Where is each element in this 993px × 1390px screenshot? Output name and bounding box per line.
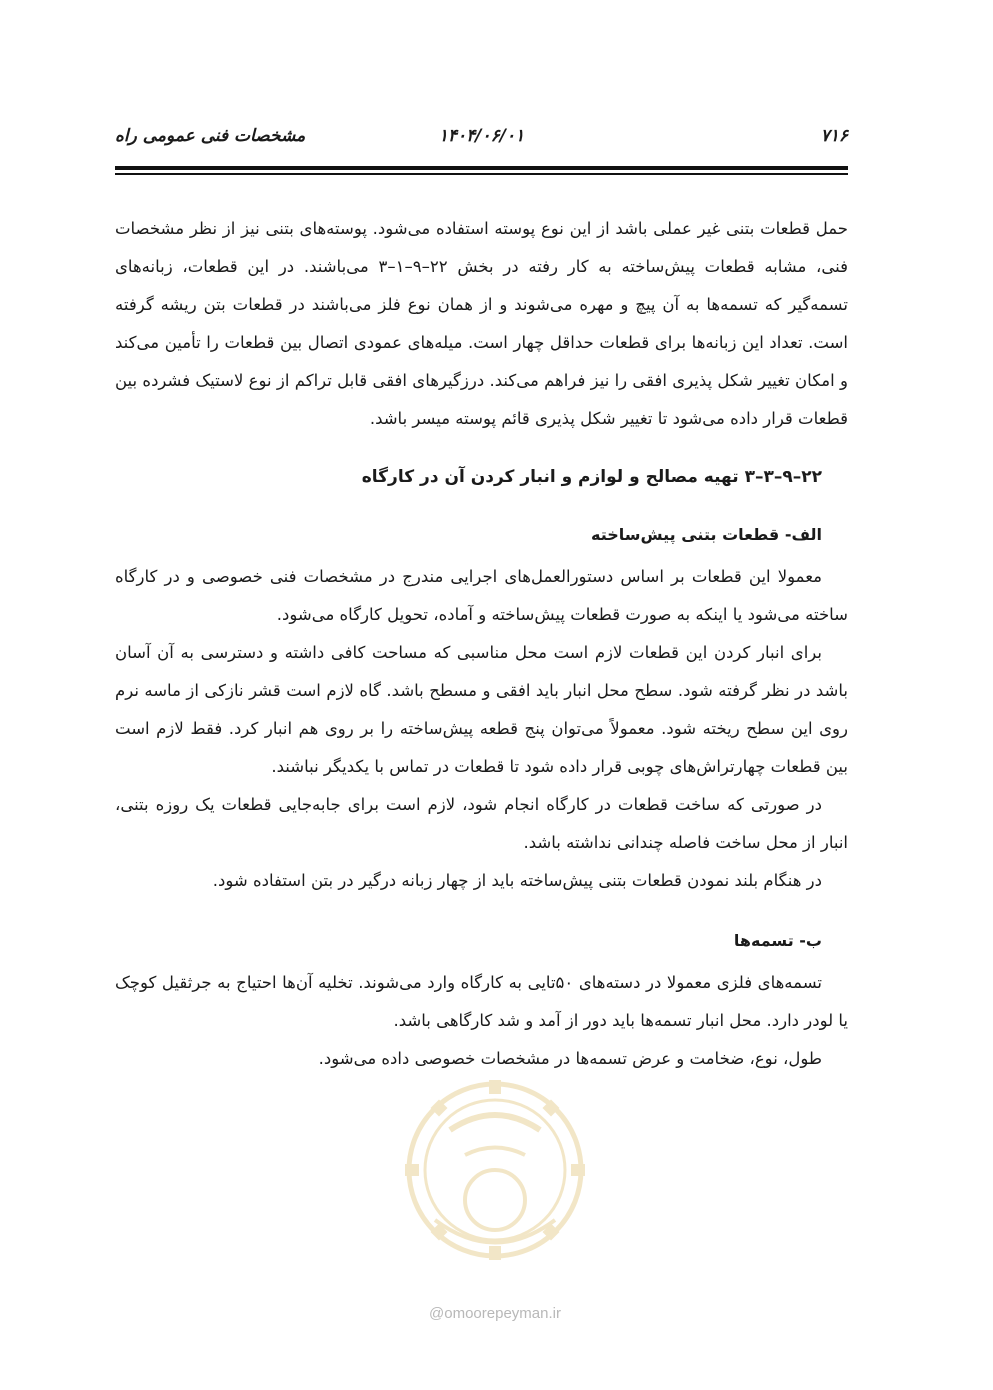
section-heading: ۲۲–۹–۳–۳ تهیه مصالح و لوازم و انبار کردن آن در کارگاه: [361, 467, 822, 487]
watermark-text: @omoorepeyman.ir: [429, 1305, 561, 1322]
header-rule-thick: [115, 166, 848, 170]
paragraph-precast-storage: برای انبار کردن این قطعات لازم است محل مناسبی که مساحت کافی داشته و دسترسی به آن آسان باشد در نظر گرفته شود. سطح محل انبار باید افقی و مسطح باشد. گاه لازم است قشر نازکی از ماسه نرم روی این سطح ریخته شود. معمولاً می‌توان پنج قطعه پیش‌ساخته را بر روی هم انبار کرد. فقط لازم است بین قطعات چهارتراش‌های چوبی قرار داده شود تا قطعات در تماس با یکدیگر نباشند.: [115, 643, 848, 776]
paragraph-lifting: در هنگام بلند نمودن قطعات بتنی پیش‌ساخته باید از چهار زبانه درگیر در بتن استفاده شود.: [212, 871, 822, 890]
paragraph-strips-spec: طول، نوع، ضخامت و عرض تسمه‌ها در مشخصات خصوصی داده می‌شود.: [318, 1049, 822, 1068]
header-date: ۱۴۰۴/۰۶/۰۱: [438, 126, 525, 146]
paragraph-intro: حمل قطعات بتنی غیر عملی باشد از این نوع پوسته استفاده می‌شود. پوسته‌های بتنی نیز از نظر مشخصات فنی، مشابه قطعات پیش‌ساخته به کار رفته در بخش ۲۲–۹–۱–۳ می‌باشند. در این قطعات، زبانه‌های تسمه‌گیر که تسمه‌ها به آن پیچ و مهره می‌شوند و از همان نوع فلز می‌باشند در قطعات بتن ریشه گرفته است. تعداد این زبانه‌ها برای قطعات حداقل چهار است. میله‌های عمودی اتصال بین قطعات را تأمین می‌کند و امکان تغییر شکل پذیری افقی را نیز فراهم می‌کند. درزگیرهای افقی قابل تراکم از نوع لاستیک فشرده بین قطعات قرار داده می‌شود تا تغییر شکل پذیری قائم پوسته میسر باشد.: [115, 219, 849, 428]
page-body: [115, 210, 848, 1078]
paragraph-precast-fabrication: معمولا این قطعات بر اساس دستورالعمل‌های اجرایی مندرج در مشخصات فنی خصوصی و در کارگاه ساخته می‌شود یا اینکه به صورت قطعات پیش‌ساخته و آماده، تحویل کارگاه می‌شود.: [115, 567, 848, 624]
header-title: مشخصات فنی عمومی راه: [115, 126, 306, 146]
gear-seal-logo-icon: [395, 1050, 595, 1290]
subheading-strips: ب- تسمه‌ها: [733, 931, 822, 950]
subheading-precast-segments: الف- قطعات بتنی پیش‌ساخته: [591, 525, 822, 544]
header-rule-thin: [115, 173, 848, 175]
page-number: ۷۱۶: [820, 126, 848, 146]
paragraph-onsite-casting: در صورتی که ساخت قطعات در کارگاه انجام شود، لازم است برای جابه‌جایی قطعات یک روزه بتنی، انبار از محل ساخت فاصله چندانی نداشته باشد.: [115, 795, 848, 852]
paragraph-strips-delivery: تسمه‌های فلزی معمولا در دسته‌های ۵۰تایی به کارگاه وارد می‌شوند. تخلیه آن‌ها احتیاج به جرثقیل کوچک یا لودر دارد. محل انبار تسمه‌ها باید دور از آمد و شد کارگاهی باشد.: [115, 973, 848, 1030]
page-header: [115, 126, 848, 162]
